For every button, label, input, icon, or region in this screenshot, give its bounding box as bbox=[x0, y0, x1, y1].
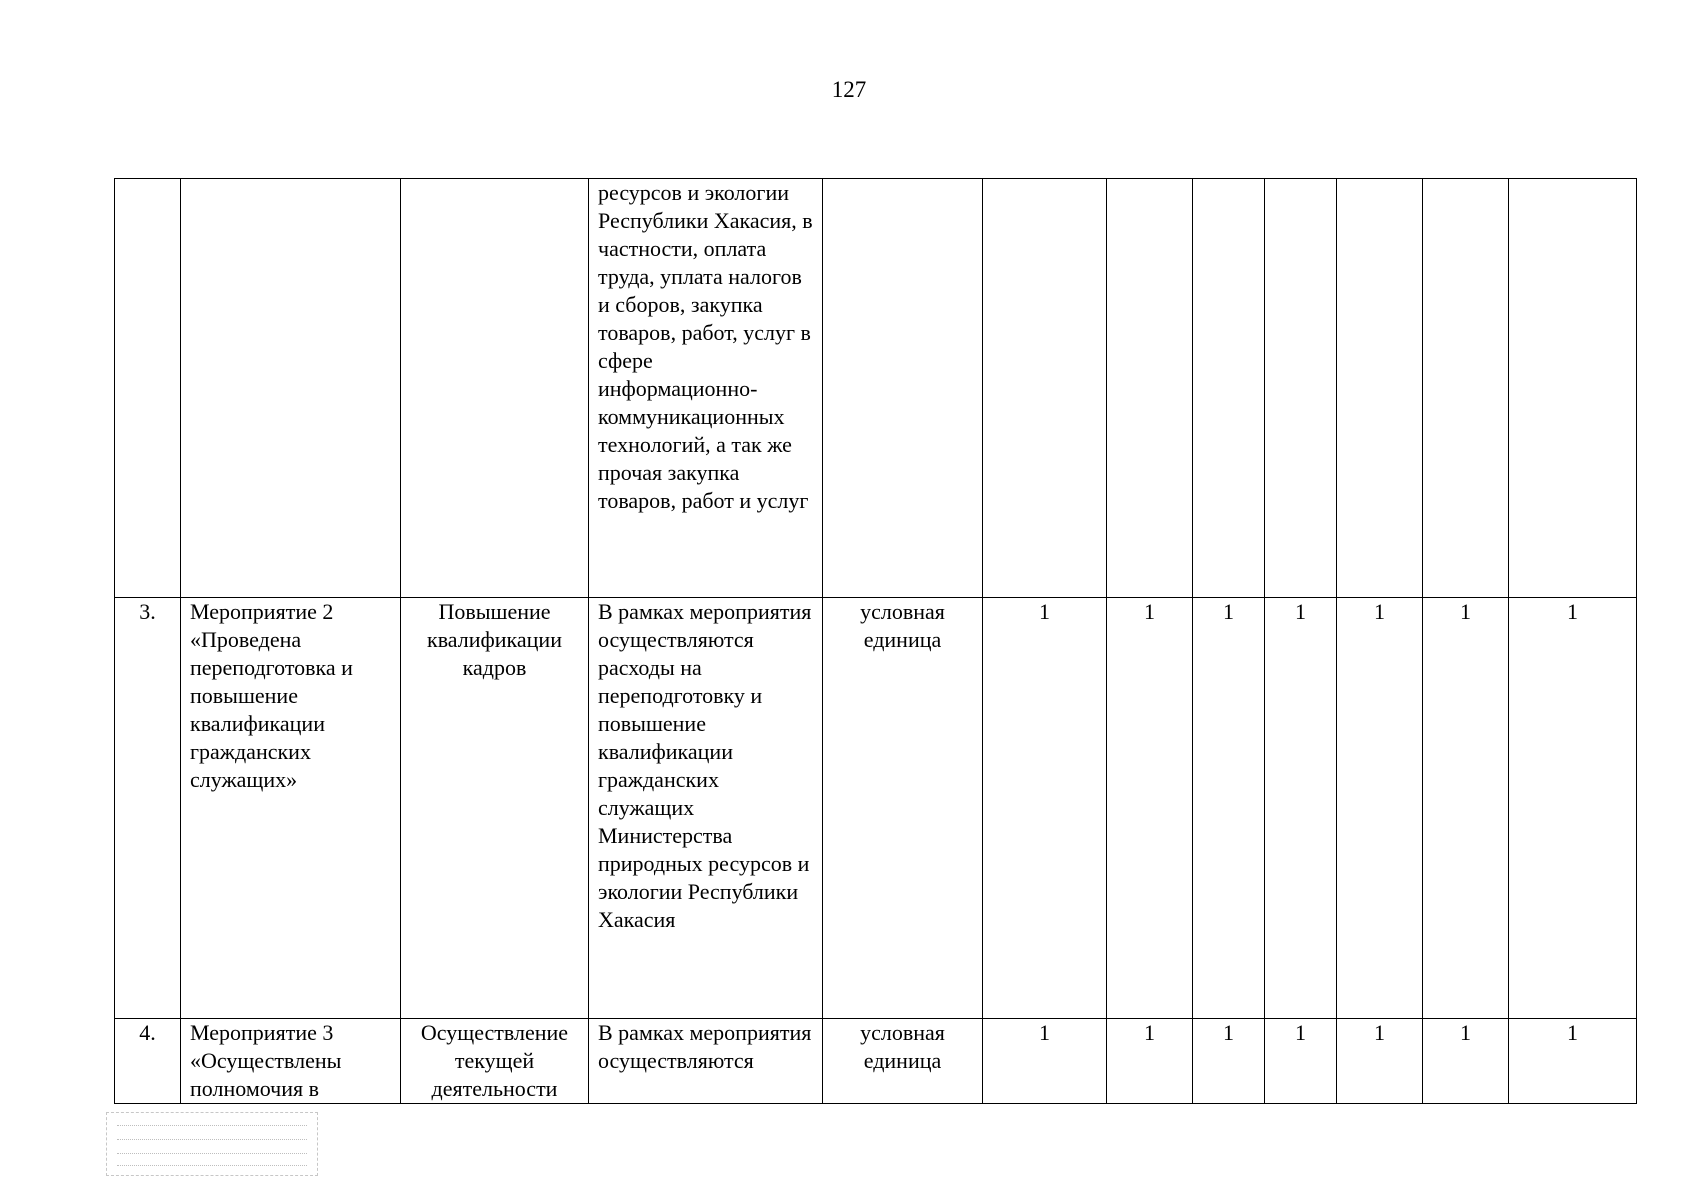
value-cell: 1 bbox=[983, 1019, 1107, 1104]
value-cell: 1 bbox=[1337, 1019, 1423, 1104]
value-cell bbox=[983, 179, 1107, 598]
unit-cell bbox=[823, 179, 983, 598]
value-cell: 1 bbox=[1107, 1019, 1193, 1104]
event-cell: Мероприятие 3 «Осуществлены полномочия в bbox=[181, 1019, 401, 1104]
result-cell: Повышение квалификации кадров bbox=[401, 598, 589, 1019]
measures-table bbox=[114, 178, 1637, 1104]
row-number-cell: 4. bbox=[115, 1019, 181, 1104]
unit-cell: условная единица bbox=[823, 598, 983, 1019]
stamp-line bbox=[117, 1139, 307, 1141]
description-cell: В рамках мероприятия осуществляются bbox=[589, 1019, 823, 1104]
row-number-cell bbox=[115, 179, 181, 598]
value-cell: 1 bbox=[1193, 1019, 1265, 1104]
value-cell: 1 bbox=[1265, 1019, 1337, 1104]
value-cell: 1 bbox=[1265, 598, 1337, 1019]
event-cell bbox=[181, 179, 401, 598]
description-cell: В рамках мероприятия осуществляются расходы на переподготовку и повышение квалификации гражданских служащих Министерства природных ресурсов и экологии Республики Хакасия bbox=[589, 598, 823, 1019]
value-cell: 1 bbox=[1423, 598, 1509, 1019]
stamp-line bbox=[117, 1125, 307, 1127]
faded-stamp bbox=[106, 1112, 318, 1176]
stamp-line bbox=[117, 1165, 307, 1167]
page-number: 127 bbox=[831, 77, 867, 102]
value-cell bbox=[1193, 179, 1265, 598]
event-cell: Мероприятие 2 «Проведена переподготовка и повышение квалификации гражданских служащих» bbox=[181, 598, 401, 1019]
value-cell: 1 bbox=[1107, 598, 1193, 1019]
value-cell: 1 bbox=[1509, 598, 1637, 1019]
value-cell: 1 bbox=[1423, 1019, 1509, 1104]
table-row bbox=[115, 598, 1637, 1019]
result-cell bbox=[401, 179, 589, 598]
unit-cell: условная единица bbox=[823, 1019, 983, 1104]
value-cell bbox=[1265, 179, 1337, 598]
value-cell: 1 bbox=[1337, 598, 1423, 1019]
value-cell bbox=[1337, 179, 1423, 598]
row-number-cell: 3. bbox=[115, 598, 181, 1019]
value-cell bbox=[1423, 179, 1509, 598]
value-cell bbox=[1107, 179, 1193, 598]
table-row bbox=[115, 179, 1637, 598]
result-cell: Осуществление текущей деятельности bbox=[401, 1019, 589, 1104]
value-cell bbox=[1509, 179, 1637, 598]
value-cell: 1 bbox=[1509, 1019, 1637, 1104]
stamp-line bbox=[117, 1153, 307, 1155]
value-cell: 1 bbox=[983, 598, 1107, 1019]
description-cell: ресурсов и экологии Республики Хакасия, в частности, оплата труда, уплата налогов и сборов, закупка товаров, работ, услуг в сфере информационно-коммуникационных технологий, а так же прочая закупка товаров, работ и услуг bbox=[589, 179, 823, 598]
value-cell: 1 bbox=[1193, 598, 1265, 1019]
table-row bbox=[115, 1019, 1637, 1104]
